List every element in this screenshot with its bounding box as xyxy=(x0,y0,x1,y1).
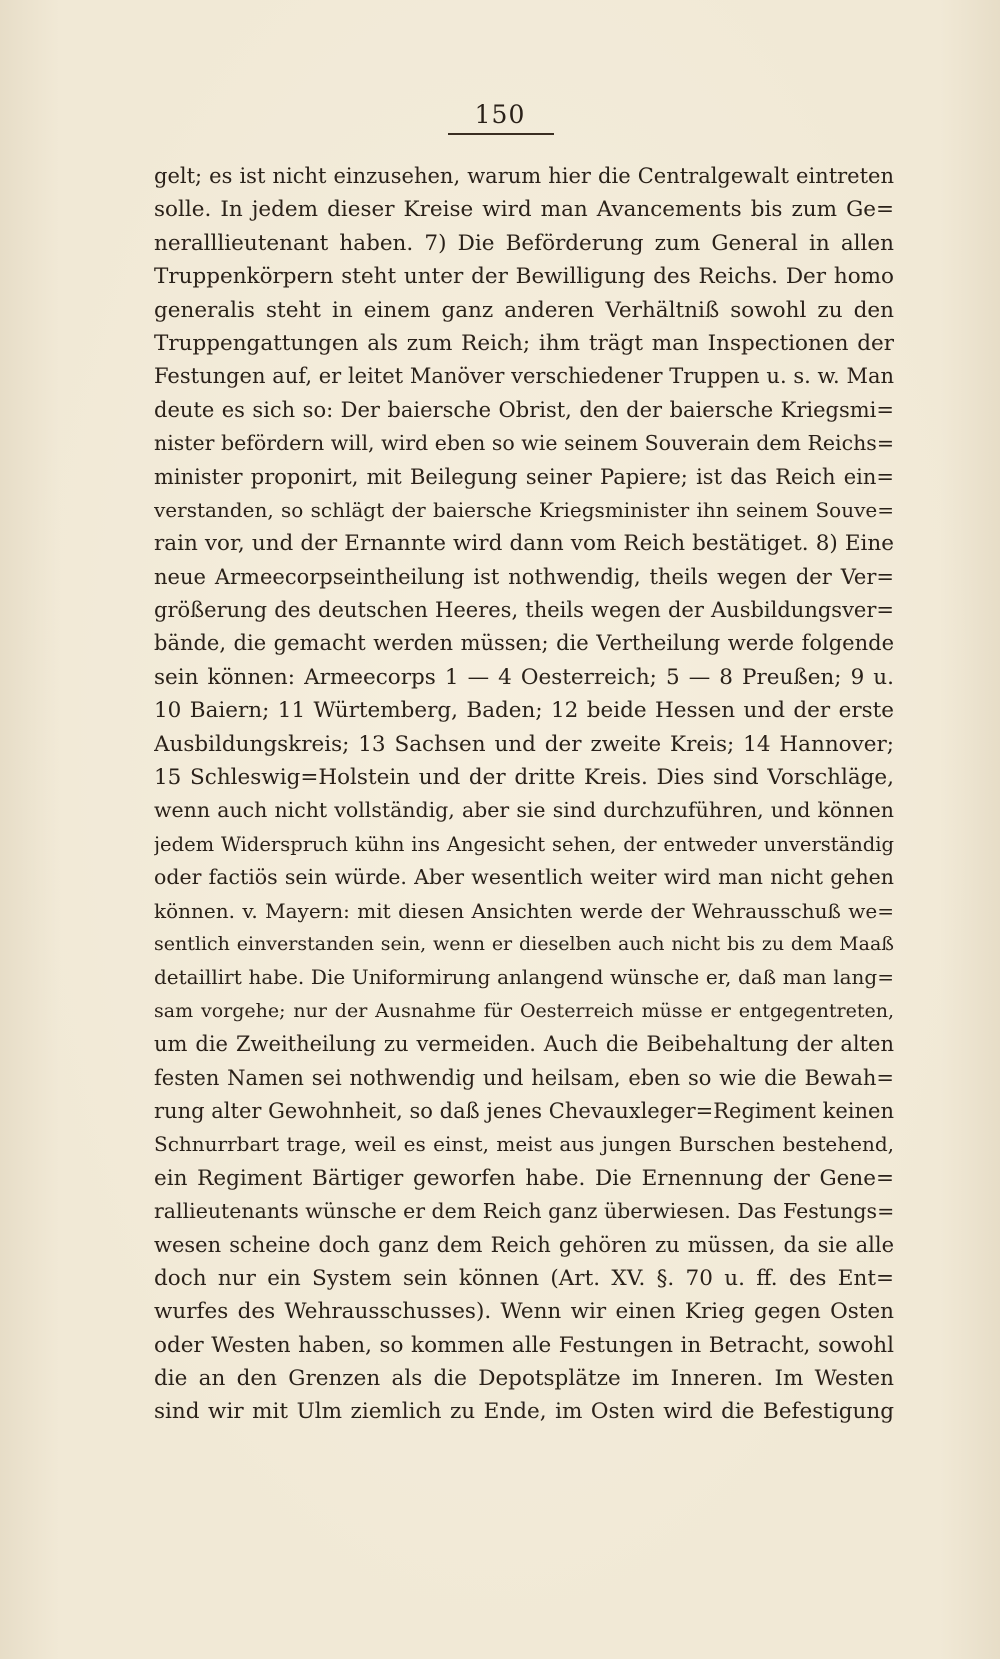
text-line: Truppenkörpern steht unter der Bewilligung des Reichs. Der homo xyxy=(154,264,894,290)
text-line: rung alter Gewohnheit, so daß jenes Chevauxleger=Regiment keinen xyxy=(154,1098,894,1123)
text-line: festen Namen sei nothwendig und heilsam, eben so wie die Bewah= xyxy=(154,1065,894,1090)
text-line: sam vorgehe; nur der Ausnahme für Oesterreich müsse er entgegentreten, xyxy=(154,999,894,1022)
text-line: können. v. Mayern: mit diesen Ansichten werde der Wehrausschuß we= xyxy=(154,898,894,923)
text-line: nister befördern will, wird eben so wie seinem Souverain dem Reichs= xyxy=(154,431,894,456)
text-line: sein können: Armeecorps 1 — 4 Oesterreich; 5 — 8 Preußen; 9 u. xyxy=(154,664,894,690)
text-line: Schnurrbart trage, weil es einst, meist aus jungen Burschen bestehend, xyxy=(154,1132,894,1157)
text-line: Truppengattungen als zum Reich; ihm trägt man Inspectionen der xyxy=(154,330,894,356)
text-line: generalis steht in einem ganz anderen Verhältniß sowohl zu den xyxy=(154,297,894,323)
text-line: die an den Grenzen als die Depotsplätze im Inneren. Im Westen xyxy=(154,1366,894,1392)
text-line: oder Westen haben, so kommen alle Festungen in Betracht, sowohl xyxy=(154,1332,894,1358)
text-line: sind wir mit Ulm ziemlich zu Ende, im Osten wird die Befestigung xyxy=(154,1399,894,1425)
text-line: Festungen auf, er leitet Manöver verschiedener Truppen u. s. w. Man xyxy=(154,364,894,389)
text-line: solle. In jedem dieser Kreise wird man Avancements bis zum Ge= xyxy=(154,197,894,223)
text-line: detaillirt habe. Die Uniformirung anlangend wünsche er, daß man lang= xyxy=(154,965,894,990)
text-line: wurfes des Wehrausschusses). Wenn wir einen Krieg gegen Osten xyxy=(154,1299,894,1325)
text-line: rallieutenants wünsche er dem Reich ganz überwiesen. Das Festungs= xyxy=(154,1199,894,1224)
text-line: um die Zweitheilung zu vermeiden. Auch die Beibehaltung der alten xyxy=(154,1032,894,1057)
text-line: neue Armeecorpseintheilung ist nothwendig, theils wegen der Ver= xyxy=(154,564,894,589)
text-line: ein Regiment Bärtiger geworfen habe. Die Ernennung der Gene= xyxy=(154,1165,894,1191)
text-line: jedem Widerspruch kühn ins Angesicht sehen, der entweder unverständig xyxy=(154,832,894,856)
text-line: sentlich einverstanden sein, wenn er dieselben auch nicht bis zu dem Maaß xyxy=(154,932,894,955)
text-line: rain vor, und der Ernannte wird dann vom Reich bestätiget. 8) Eine xyxy=(154,531,894,557)
text-line: neralllieutenant haben. 7) Die Beförderung zum General in allen xyxy=(154,230,894,256)
text-line: Ausbildungskreis; 13 Sachsen und der zweite Kreis; 14 Hannover; xyxy=(154,731,894,757)
text-line: größerung des deutschen Heeres, theils wegen der Ausbildungsver= xyxy=(154,598,894,623)
text-line: doch nur ein System sein können (Art. XV. §. 70 u. ff. des Ent= xyxy=(154,1265,894,1291)
text-line: deute es sich so: Der baiersche Obrist, den der baiersche Kriegsmi= xyxy=(154,397,894,422)
text-line: bände, die gemacht werden müssen; die Vertheilung werde folgende xyxy=(154,631,894,656)
text-line: gelt; es ist nicht einzusehen, warum hier die Centralgewalt eintreten xyxy=(154,164,894,188)
body-text xyxy=(154,160,894,1429)
page-number-rule xyxy=(448,133,554,135)
page-number: 150 xyxy=(474,100,526,129)
text-line: 10 Baiern; 11 Würtemberg, Baden; 12 beide Hessen und der erste xyxy=(154,698,894,724)
text-line: verstanden, so schlägt der baiersche Kriegsminister ihn seinem Souve= xyxy=(154,497,894,522)
text-line: wenn auch nicht vollständig, aber sie sind durchzuführen, und können xyxy=(154,798,894,823)
text-line: oder factiös sein würde. Aber wesentlich weiter wird man nicht gehen xyxy=(154,865,894,890)
text-line: 15 Schleswig=Holstein und der dritte Kreis. Dies sind Vorschläge, xyxy=(154,765,894,791)
text-line: minister proponirt, mit Beilegung seiner Papiere; ist das Reich ein= xyxy=(154,464,894,489)
text-line: wesen scheine doch ganz dem Reich gehören zu müssen, da sie alle xyxy=(154,1232,894,1257)
